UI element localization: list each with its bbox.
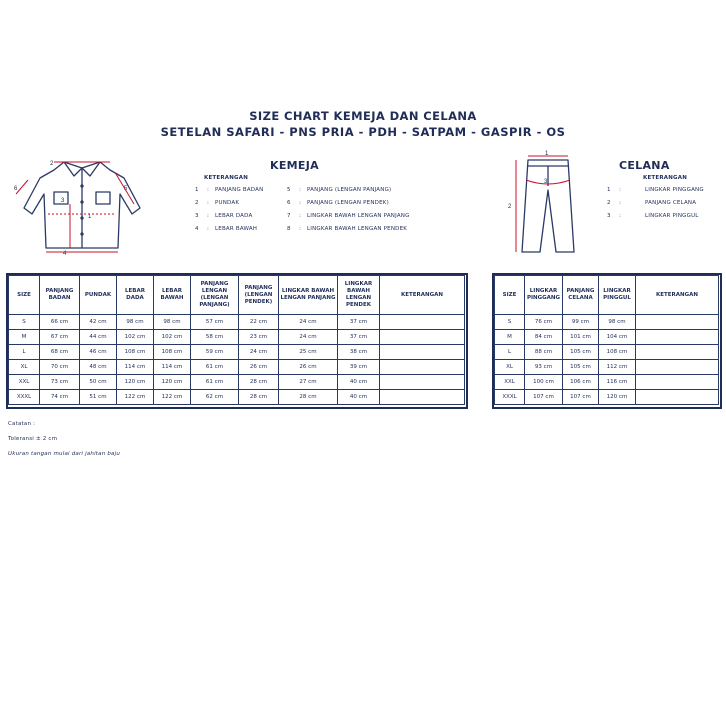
celana-legend — [607, 187, 704, 226]
table-cell: 108 cm — [154, 345, 191, 360]
table-row — [495, 330, 719, 345]
table-cell: 98 cm — [117, 315, 154, 330]
size-cell: L — [495, 345, 525, 360]
keterangan-cell — [380, 375, 465, 390]
table-cell: 108 cm — [117, 345, 154, 360]
size-cell: XXXL — [495, 390, 525, 405]
size-cell: M — [9, 330, 40, 345]
legend-item: 7 : LINGKAR BAWAH LENGAN PANJANG — [287, 213, 410, 219]
table-cell: 74 cm — [40, 390, 80, 405]
table-cell: 112 cm — [599, 360, 636, 375]
table-cell: 102 cm — [154, 330, 191, 345]
table-cell: 26 cm — [239, 360, 279, 375]
size-cell: M — [495, 330, 525, 345]
table-cell: 107 cm — [563, 390, 599, 405]
table-row — [9, 330, 465, 345]
kemeja-title: KEMEJA — [270, 159, 319, 172]
table-cell: 101 cm — [563, 330, 599, 345]
size-cell: XXL — [9, 375, 40, 390]
pants-marker-1: 1 — [545, 151, 549, 157]
table-cell: 67 cm — [40, 330, 80, 345]
table-row — [495, 360, 719, 375]
table-cell: 122 cm — [117, 390, 154, 405]
keterangan-cell — [636, 345, 719, 360]
table-cell: 50 cm — [80, 375, 117, 390]
shirt-marker-3: 3 — [61, 198, 65, 204]
pants-marker-2: 2 — [508, 204, 512, 210]
legend-item: 1 : PANJANG BADAN — [195, 187, 264, 193]
table-cell: 58 cm — [191, 330, 239, 345]
table-cell: 70 cm — [40, 360, 80, 375]
header-cell: SIZE — [495, 276, 525, 315]
keterangan-cell — [380, 330, 465, 345]
header-cell: PANJANG CELANA — [563, 276, 599, 315]
table-cell: 106 cm — [563, 375, 599, 390]
table-cell: 57 cm — [191, 315, 239, 330]
notes — [8, 421, 120, 466]
table-cell: 62 cm — [191, 390, 239, 405]
header-cell: LINGKAR PINGGANG — [525, 276, 563, 315]
page-subtitle: SETELAN SAFARI - PNS PRIA - PDH - SATPAM - GASPIR - OS — [160, 125, 566, 139]
pants-marker-3: 3 — [544, 179, 548, 185]
table-cell: 26 cm — [279, 360, 338, 375]
legend-item: 4 : LEBAR BAWAH — [195, 226, 258, 232]
size-cell: XXL — [495, 375, 525, 390]
header-cell: LINGKAR BAWAH LENGAN PANJANG — [279, 276, 338, 315]
kemeja-legend-left — [195, 187, 263, 239]
table-cell: 24 cm — [239, 345, 279, 360]
table-row — [495, 315, 719, 330]
table-cell: 28 cm — [239, 375, 279, 390]
table-cell: 48 cm — [80, 360, 117, 375]
table-cell: 39 cm — [338, 360, 380, 375]
table-cell: 114 cm — [154, 360, 191, 375]
kemeja-legend-right — [287, 187, 410, 239]
table-cell: 116 cm — [599, 375, 636, 390]
notes-tolerance: Toleransi ± 2 cm — [8, 436, 58, 442]
table-cell: 28 cm — [239, 390, 279, 405]
table-cell: 84 cm — [525, 330, 563, 345]
legend-item: 2 : PANJANG CELANA — [607, 200, 697, 206]
table-header-row — [9, 276, 465, 315]
table-header-row — [495, 276, 719, 315]
table-cell: 61 cm — [191, 360, 239, 375]
table-cell: 107 cm — [525, 390, 563, 405]
page-title: SIZE CHART KEMEJA DAN CELANA — [249, 109, 477, 123]
legend-item: 3 : LINGKAR PINGGUL — [607, 213, 699, 219]
table-row — [495, 375, 719, 390]
table-cell: 105 cm — [563, 345, 599, 360]
table-cell: 99 cm — [563, 315, 599, 330]
size-cell: S — [9, 315, 40, 330]
table-cell: 120 cm — [117, 375, 154, 390]
header-cell: KETERANGAN — [636, 276, 719, 315]
table-cell: 46 cm — [80, 345, 117, 360]
table-cell: 24 cm — [279, 330, 338, 345]
table-cell: 98 cm — [599, 315, 636, 330]
shirt-marker-6: 6 — [14, 186, 18, 192]
table-cell: 104 cm — [599, 330, 636, 345]
legend-item: 1 : LINGKAR PINGGANG — [607, 187, 704, 193]
table-cell: 105 cm — [563, 360, 599, 375]
table-cell: 42 cm — [80, 315, 117, 330]
keterangan-cell — [636, 360, 719, 375]
notes-sleeve: Ukuran tangan mulai dari jahitan baju — [8, 451, 121, 457]
table-cell: 61 cm — [191, 375, 239, 390]
table-row — [9, 345, 465, 360]
header-cell: SIZE — [9, 276, 40, 315]
header-cell: PANJANG LENGAN (LENGAN PANJANG) — [191, 276, 239, 315]
table-cell: 22 cm — [239, 315, 279, 330]
table-cell: 40 cm — [338, 390, 380, 405]
table-cell: 100 cm — [525, 375, 563, 390]
legend-item: 2 : PUNDAK — [195, 200, 240, 206]
celana-title: CELANA — [619, 159, 670, 172]
shirt-icon — [24, 162, 140, 248]
shirt-marker-5: 5 — [124, 186, 128, 192]
keterangan-cell — [380, 315, 465, 330]
keterangan-cell — [636, 375, 719, 390]
table-cell: 68 cm — [40, 345, 80, 360]
table-row — [495, 390, 719, 405]
table-row — [9, 375, 465, 390]
header-cell: LEBAR BAWAH — [154, 276, 191, 315]
table-cell: 59 cm — [191, 345, 239, 360]
header-cell: PANJANG (LENGAN PENDEK) — [239, 276, 279, 315]
table-cell: 24 cm — [279, 315, 338, 330]
table-cell: 102 cm — [117, 330, 154, 345]
celana-keterangan-label: KETERANGAN — [643, 175, 687, 181]
shirt-marker-2: 2 — [50, 161, 54, 167]
header-cell: LINGKAR BAWAH LENGAN PENDEK — [338, 276, 380, 315]
table-cell: 108 cm — [599, 345, 636, 360]
table-cell: 120 cm — [154, 375, 191, 390]
keterangan-cell — [636, 390, 719, 405]
keterangan-cell — [636, 315, 719, 330]
table-row — [9, 360, 465, 375]
kemeja-size-table — [8, 275, 465, 405]
legend-item: 6 : PANJANG (LENGAN PENDEK) — [287, 200, 389, 206]
size-cell: S — [495, 315, 525, 330]
table-cell: 25 cm — [279, 345, 338, 360]
header-cell: PANJANG BADAN — [40, 276, 80, 315]
keterangan-cell — [636, 330, 719, 345]
table-cell: 28 cm — [279, 390, 338, 405]
table-cell: 98 cm — [154, 315, 191, 330]
table-cell: 38 cm — [338, 345, 380, 360]
table-cell: 88 cm — [525, 345, 563, 360]
table-cell: 37 cm — [338, 315, 380, 330]
legend-item: 5 : PANJANG (LENGAN PANJANG) — [287, 187, 392, 193]
table-cell: 93 cm — [525, 360, 563, 375]
table-cell: 66 cm — [40, 315, 80, 330]
pants-diagram — [504, 150, 584, 258]
keterangan-cell — [380, 390, 465, 405]
table-cell: 73 cm — [40, 375, 80, 390]
table-row — [9, 390, 465, 405]
table-row — [495, 345, 719, 360]
table-cell: 51 cm — [80, 390, 117, 405]
table-cell: 44 cm — [80, 330, 117, 345]
size-cell: XXXL — [9, 390, 40, 405]
table-cell: 23 cm — [239, 330, 279, 345]
header-cell: KETERANGAN — [380, 276, 465, 315]
kemeja-keterangan-label: KETERANGAN — [204, 175, 248, 181]
celana-size-table — [494, 275, 719, 405]
header-cell: LEBAR DADA — [117, 276, 154, 315]
table-row — [9, 315, 465, 330]
table-cell: 120 cm — [599, 390, 636, 405]
shirt-marker-4: 4 — [63, 251, 67, 256]
header-cell: PUNDAK — [80, 276, 117, 315]
keterangan-cell — [380, 360, 465, 375]
table-cell: 114 cm — [117, 360, 154, 375]
size-cell: XL — [495, 360, 525, 375]
legend-item: 8 : LINGKAR BAWAH LENGAN PENDEK — [287, 226, 408, 232]
table-cell: 122 cm — [154, 390, 191, 405]
legend-item: 3 : LEBAR DADA — [195, 213, 253, 219]
pants-icon — [522, 160, 574, 252]
table-cell: 27 cm — [279, 375, 338, 390]
shirt-marker-1: 1 — [88, 214, 92, 220]
shirt-diagram — [6, 152, 156, 256]
table-cell: 76 cm — [525, 315, 563, 330]
header-cell: LINGKAR PINGGUL — [599, 276, 636, 315]
notes-label: Catatan : — [8, 421, 36, 427]
table-cell: 40 cm — [338, 375, 380, 390]
size-cell: L — [9, 345, 40, 360]
size-cell: XL — [9, 360, 40, 375]
table-cell: 37 cm — [338, 330, 380, 345]
keterangan-cell — [380, 345, 465, 360]
